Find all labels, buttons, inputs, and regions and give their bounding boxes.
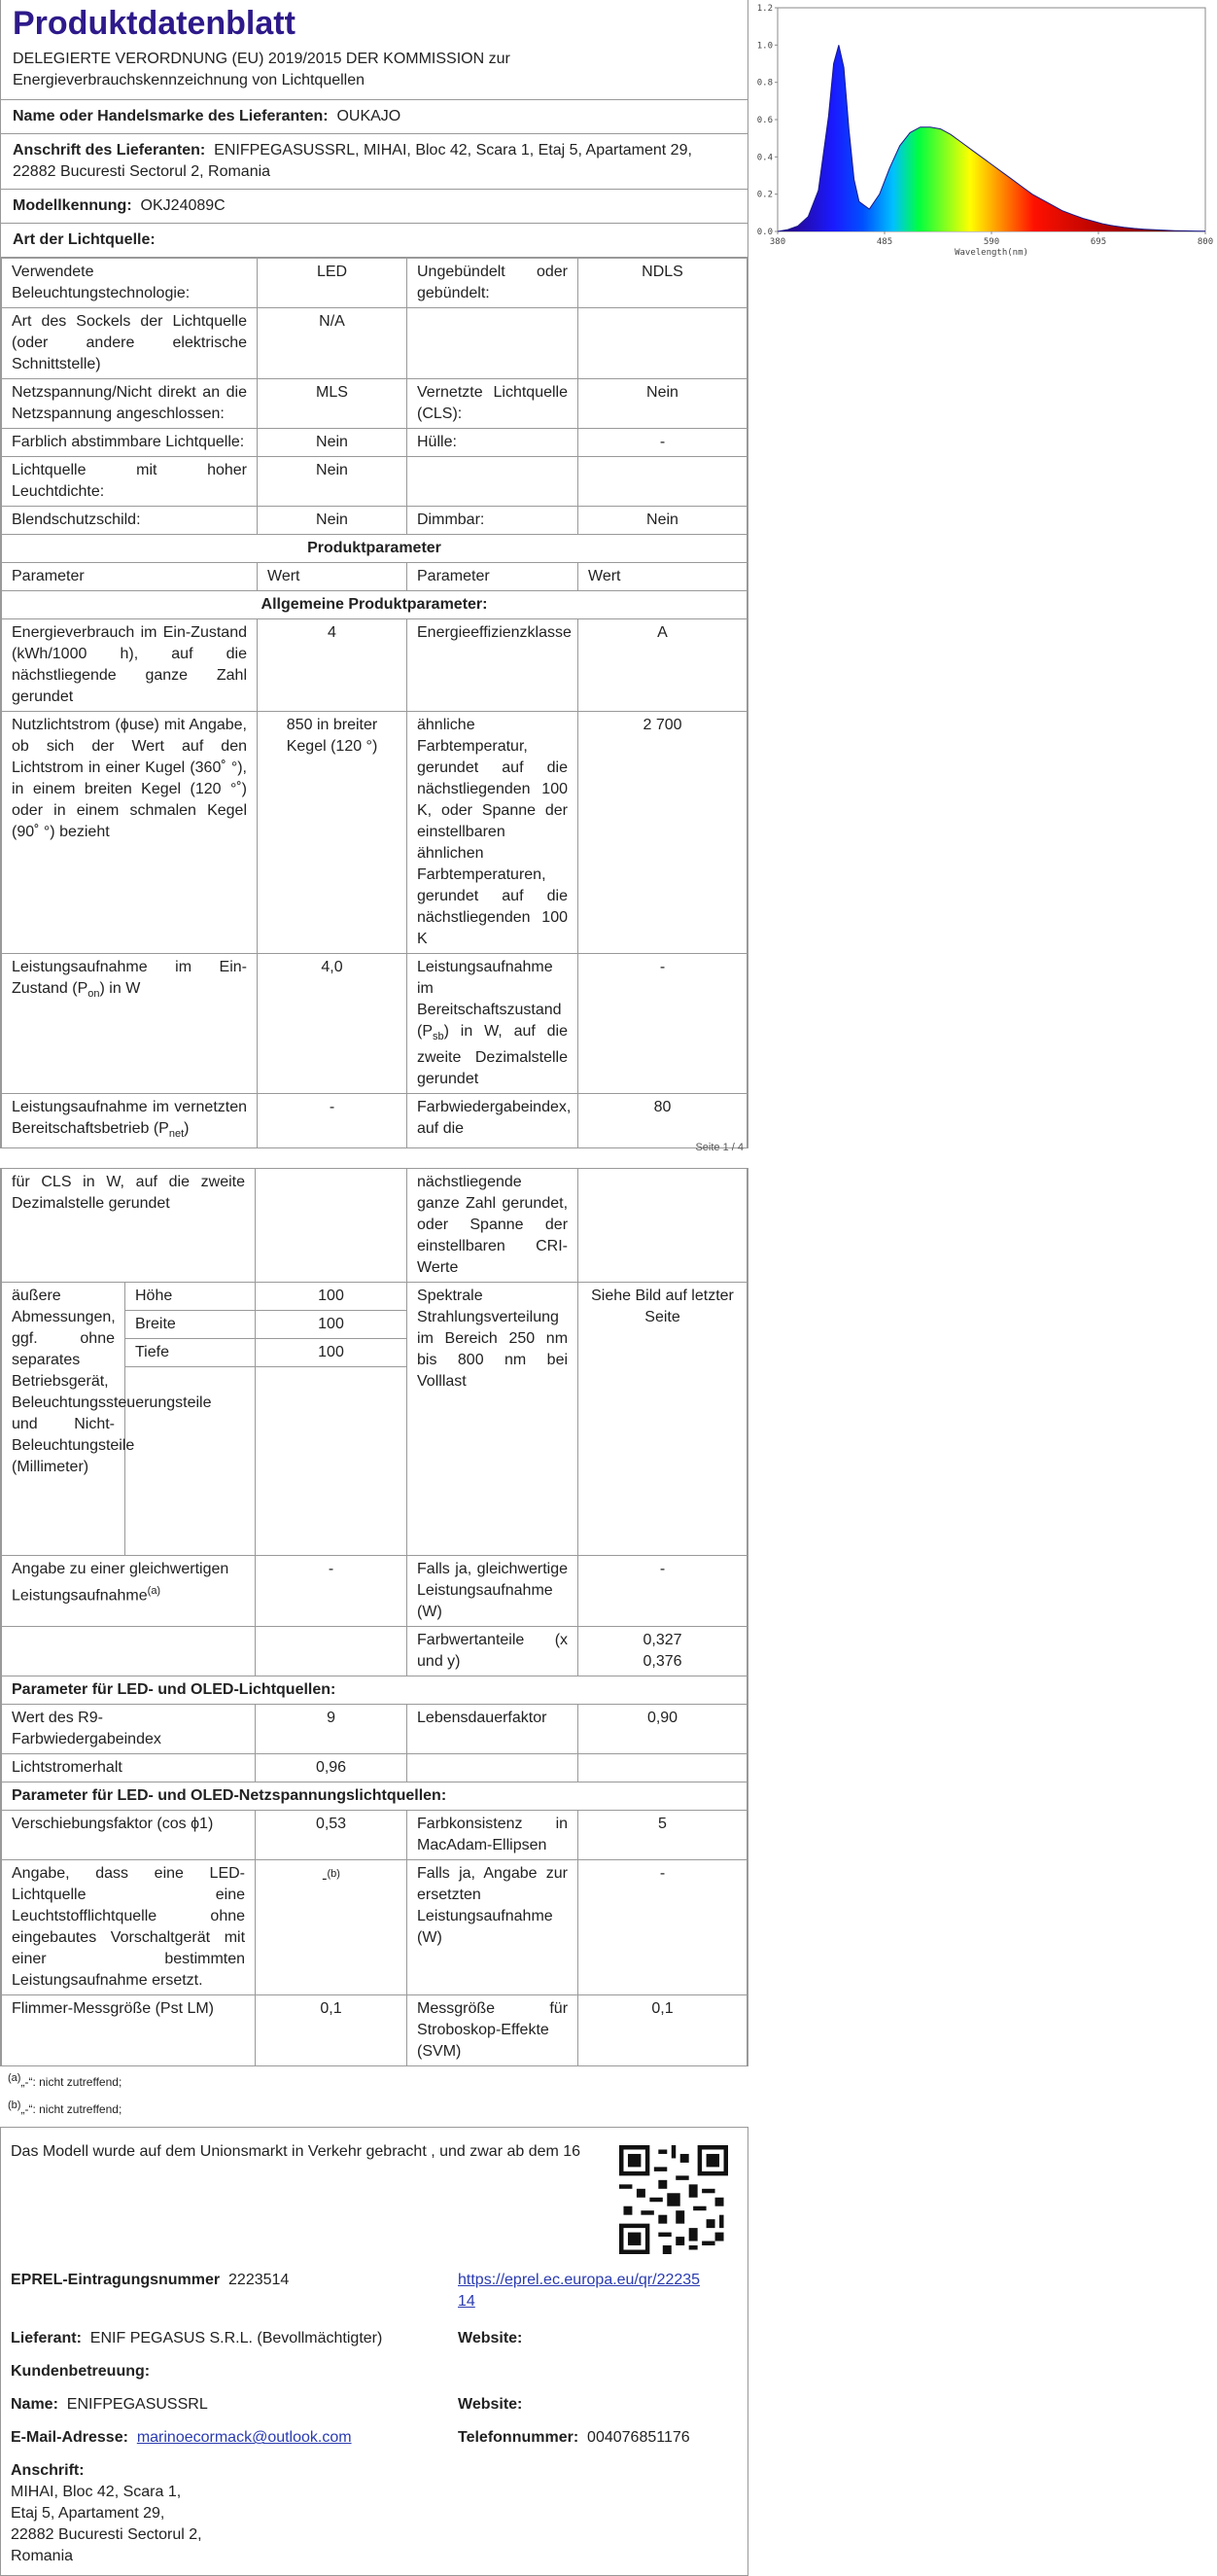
x-tick-label: 695	[1090, 237, 1107, 247]
lightsource-table	[1, 258, 748, 1148]
footnote-b: $^{(b)}$„-“: nicht zutreffend;	[8, 2100, 122, 2117]
x-tick-label: 485	[876, 237, 893, 247]
params-table-continued	[1, 1168, 748, 2066]
table-row: äußere Abmessungen, ggf. ohne separates Betriebsgerät, Beleuchtungssteuerungsteile und Nicht-Beleuchtungsteile (Millimeter) Höhe 100 Spektrale Strahlungsverteilung im Bereich 250 nm bis 800 nm bei Volllast Siehe Bild auf letzter Seite	[2, 1283, 748, 1311]
mains-params-heading: Parameter für LED- und OLED-Netzspannungslichtquellen:	[2, 1782, 748, 1811]
table-row: Nutzlichtstrom (ϕuse) mit Angabe, ob sich der Wert auf den Lichtstrom in einer Kugel (360˚ °), in einem breiten Kegel (120 °˚) oder in einem schmalen Kegel (90˚ °) bezieht 850 in breiter Kegel (120 °) ähnliche Farbtemperatur, gerundet auf die nächstliegenden 100 K, oder Spanne der einstellbaren ähnlichen Farbtemperaturen, gerundet auf die nächstliegenden 100 K 2 700	[2, 712, 748, 954]
regulation-subtitle: DELEGIERTE VERORDNUNG (EU) 2019/2015 DER KOMMISSION zur Energieverbrauchskennzeichnung von Lichtquellen	[1, 45, 748, 100]
market-info-box: Das Modell wurde auf dem Unionsmarkt in Verkehr gebracht , und zwar ab dem 16 EPREL-Eintragungsnummer 2223514 https://eprel.ec.europa.eu/qr/2223514 Lieferant: ENIF PEGASUS S.R.L. (Bevollmächtigter) Website: Kundenbetreuung: Name: ENIFPEGASUSSRL Website: E-Mail-Adresse: marinoecormack@outlook.com Telefonnummer: 004076851176 Anschrift: MIHAI, Bloc 42, Scara 1, Etaj 5, Apartament 29, 22882 Bucuresti Sectorul 2, Romania	[0, 2127, 748, 2576]
model-row: Modellkennung: OKJ24089C	[1, 190, 748, 224]
table-row: Netzspannung/Nicht direkt an die Netzspannung angeschlossen: MLS Vernetzte Lichtquelle (CLS): Nein	[2, 379, 748, 429]
table-row: Leistungsaufnahme im Ein-Zustand $(P_{on})$ in W 4,0 Leistungsaufnahme im Bereitschaftszustand $(P_{sb})$ in W, auf die zweite Dezimalstelle gerundet -	[2, 954, 748, 1094]
page-1	[0, 0, 748, 1153]
y-tick-label: 0.6	[756, 116, 773, 125]
table-row: Breite 100	[2, 1311, 748, 1339]
footnote-a: $^{(a)}$„-“: nicht zutreffend;	[8, 2072, 122, 2090]
y-tick-label: 1.2	[756, 4, 773, 14]
qr-code-icon	[619, 2145, 728, 2254]
table-row: Farbwertanteile (x und y) 0,327 0,376	[2, 1627, 748, 1676]
table-row: Angabe, dass eine LED-Lichtquelle eine Leuchtstofflichtquelle ohne eingebautes Vorschaltgerät mit einer bestimmten Leistungsaufnahme ersetzt. -$^{(b)}$ Falls ja, Angabe zur ersetzten Leistungsaufnahme (W) -	[2, 1860, 748, 1995]
table-row: für CLS in W, auf die zweite Dezimalstelle gerundet nächstliegende ganze Zahl gerundet, oder Spanne der einstellbaren CRI-Werte	[2, 1169, 748, 1283]
table-row: Tiefe 100	[2, 1339, 748, 1367]
table-row: Angabe zu einer gleichwertigen Leistungsaufnahme$^{(a)}$ - Falls ja, gleichwertige Leistungsaufnahme (W) -	[2, 1556, 748, 1627]
x-axis-label: Wavelength(nm)	[955, 248, 1028, 258]
table-row: Lichtquelle mit hoher Leuchtdichte: Nein	[2, 457, 748, 507]
supplier-address-value: ENIFPEGASUSSRL, MIHAI, Bloc 42, Scara 1, Etaj 5, Apartament 29, 22882 Bucuresti Sectorul 2, Romania	[13, 142, 692, 180]
page-title: Produktdatenblatt	[13, 5, 296, 42]
y-tick-label: 0.0	[756, 228, 773, 237]
supplier-address-row: Anschrift des Lieferanten: ENIFPEGASUSSRL, MIHAI, Bloc 42, Scara 1, Etaj 5, Apartament 29, 22882 Bucuresti Sectorul 2, Romania	[1, 134, 748, 190]
eprel-link[interactable]: https://eprel.ec.europa.eu/qr/2223514	[458, 2272, 701, 2311]
supplier-name-value: OUKAJO	[336, 108, 401, 124]
table-row: Lichtstromerhalt 0,96	[2, 1754, 748, 1782]
led-params-heading: Parameter für LED- und OLED-Lichtquellen:	[2, 1676, 748, 1705]
y-tick-label: 0.8	[756, 78, 773, 88]
spectrum-chart	[756, 0, 1217, 263]
supplier-value: ENIF PEGASUS S.R.L. (Bevollmächtigter)	[89, 2330, 383, 2347]
table-row: Verwendete Beleuchtungstechnologie: LED Ungebündelt oder gebündelt: NDLS	[2, 259, 748, 308]
y-tick-label: 1.0	[756, 41, 773, 52]
table-row: Flimmer-Messgröße (Pst LM) 0,1 Messgröße für Stroboskop-Effekte (SVM) 0,1	[2, 1995, 748, 2066]
email-link[interactable]: marinoecormack@outlook.com	[136, 2429, 352, 2447]
table-header-row: Parameter Wert Parameter Wert	[2, 563, 748, 591]
table-row: Energieverbrauch im Ein-Zustand (kWh/1000 h), auf die nächstliegende ganze Zahl gerundet 4 Energieeffizienzklasse A	[2, 619, 748, 712]
y-tick-label: 0.2	[756, 190, 773, 200]
table-row: Verschiebungsfaktor (cos ϕ1) 0,53 Farbkonsistenz in MacAdam-Ellipsen 5	[2, 1811, 748, 1860]
x-tick-label: 380	[769, 237, 786, 247]
dimensions-label: äußere Abmessungen, ggf. ohne separates Betriebsgerät, Beleuchtungssteuerungsteile und Nicht-Beleuchtungsteile (Millimeter)	[2, 1283, 125, 1556]
table-row: Leistungsaufnahme im vernetzten Bereitschaftsbetrieb $(P_{net})$ - Farbwiedergabeindex, auf die 80	[2, 1094, 748, 1148]
page-2	[0, 1168, 748, 2066]
lightsource-heading: Art der Lichtquelle:	[1, 224, 748, 258]
phone-value: 004076851176	[587, 2429, 690, 2447]
eprel-number: 2223514	[228, 2272, 290, 2289]
product-params-heading: Produktparameter	[2, 535, 748, 563]
page-number: Seite 1 / 4	[695, 1142, 744, 1153]
x-tick-label: 800	[1197, 237, 1214, 247]
contact-name: ENIFPEGASUSSRL	[66, 2396, 208, 2414]
model-value: OKJ24089C	[140, 197, 226, 214]
supplier-name-row: Name oder Handelsmarke des Lieferanten: OUKAJO	[1, 100, 748, 134]
table-row: Art des Sockels der Lichtquelle (oder andere elektrische Schnittstelle) N/A	[2, 308, 748, 379]
market-intro: Das Modell wurde auf dem Unionsmarkt in Verkehr gebracht , und zwar ab dem 16	[11, 2143, 581, 2161]
table-row: Farblich abstimmbare Lichtquelle: Nein Hülle: -	[2, 429, 748, 457]
y-tick-label: 0.4	[756, 153, 773, 163]
table-row: Blendschutzschild: Nein Dimmbar: Nein	[2, 507, 748, 535]
x-tick-label: 590	[983, 237, 1000, 247]
general-params-heading: Allgemeine Produktparameter:	[2, 591, 748, 619]
table-row: Wert des R9-Farbwiedergabeindex 9 Lebensdauerfaktor 0,90	[2, 1705, 748, 1754]
